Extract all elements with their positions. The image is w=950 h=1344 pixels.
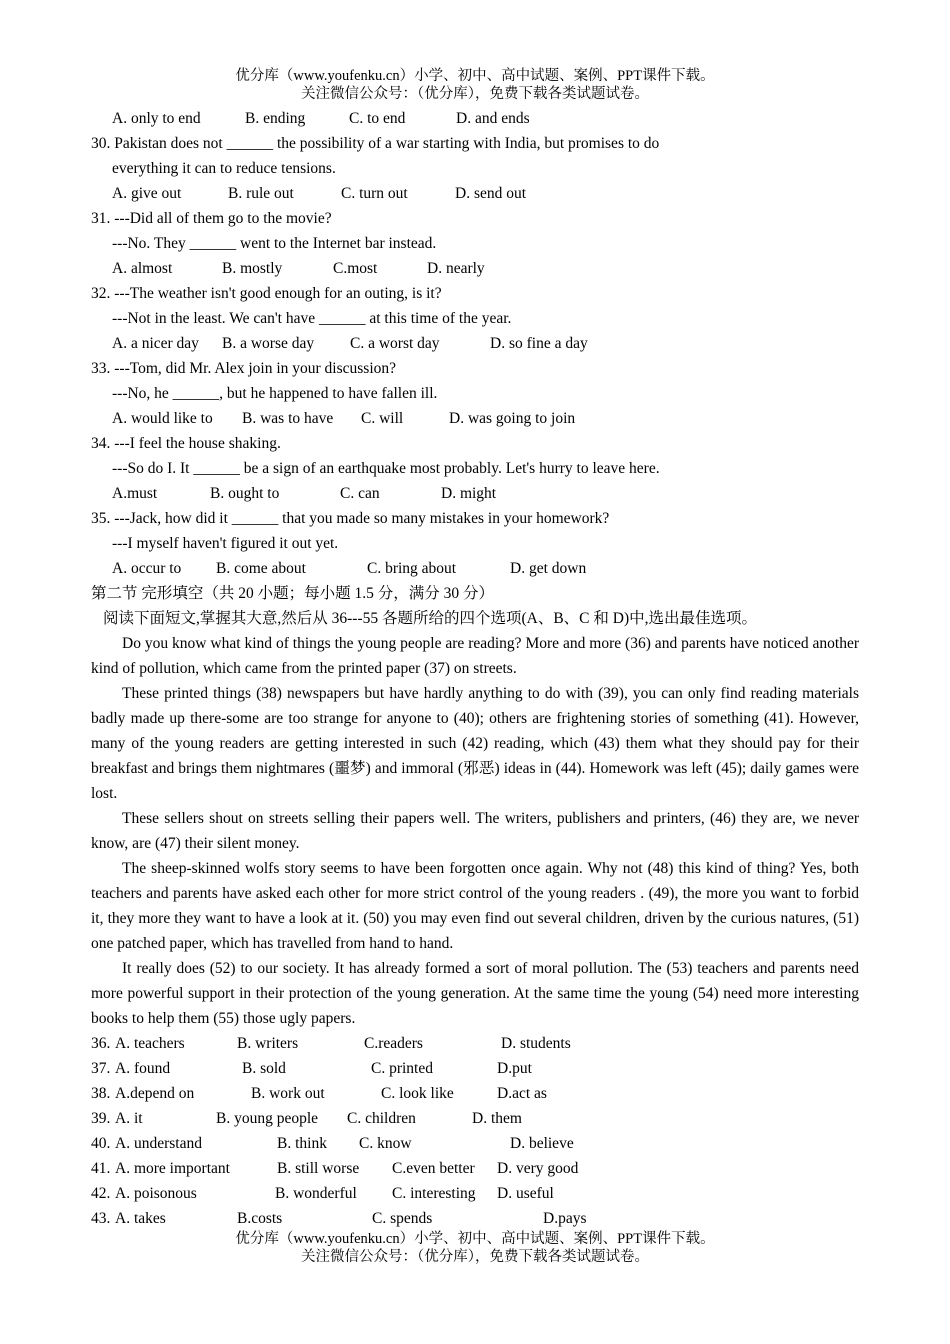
question-number: 37. xyxy=(91,1060,111,1077)
section-instruction: 阅读下面短文,掌握其大意,然后从 36---55 各题所给的四个选项(A、B、C 和 D)中,选出最佳选项。 xyxy=(103,610,757,627)
q32-options xyxy=(91,331,859,356)
option: A. more important xyxy=(115,1160,230,1177)
option: C. can xyxy=(340,485,380,502)
option: D. nearly xyxy=(427,260,485,277)
q34-stem: 34. ---I feel the house shaking. xyxy=(91,435,281,452)
footer-line-1: 优分库（www.youfenku.cn）小学、初中、高中试题、案例、PPT课件下载。 xyxy=(235,1231,715,1247)
option: C. look like xyxy=(381,1085,454,1102)
q35-stem: 35. ---Jack, how did it ______ that you made so many mistakes in your homework? xyxy=(91,510,610,527)
option: B. sold xyxy=(242,1060,286,1077)
option: A. occur to xyxy=(112,560,182,577)
question-number: 38. xyxy=(91,1085,111,1102)
answer-row-39 xyxy=(91,1106,859,1131)
option: B. was to have xyxy=(242,410,334,427)
q34-stem-cont: ---So do I. It ______ be a sign of an earthquake most probably. Let's hurry to leave here. xyxy=(112,460,660,477)
q30-stem-cont: everything it can to reduce tensions. xyxy=(112,160,336,177)
question-number: 41. xyxy=(91,1160,111,1177)
option: D. get down xyxy=(510,560,587,577)
option: C. interesting xyxy=(392,1185,476,1202)
q33-stem: 33. ---Tom, did Mr. Alex join in your discussion? xyxy=(91,360,397,377)
option: C. children xyxy=(347,1110,416,1127)
q33-options xyxy=(91,406,859,431)
option: A.must xyxy=(112,485,158,502)
option: A. poisonous xyxy=(115,1185,197,1202)
q32-stem-cont: ---Not in the least. We can't have ______ at this time of the year. xyxy=(112,310,512,327)
q31-stem: 31. ---Did all of them go to the movie? xyxy=(91,210,332,227)
option: A.depend on xyxy=(115,1085,195,1102)
option: B. wonderful xyxy=(275,1185,357,1202)
exam-content xyxy=(91,106,859,1231)
option: D. send out xyxy=(455,185,527,202)
option: B. writers xyxy=(237,1035,299,1052)
footer-line-2: 关注微信公众号：（优分库），免费下载各类试题试卷。 xyxy=(301,1249,649,1265)
option: A. would like to xyxy=(112,410,213,427)
option: D.put xyxy=(497,1060,532,1077)
q34-options xyxy=(91,481,859,506)
option: A. it xyxy=(115,1110,143,1127)
option: B.costs xyxy=(237,1210,283,1227)
option: B. a worse day xyxy=(222,335,315,352)
option: B. think xyxy=(277,1135,327,1152)
answer-row-42 xyxy=(91,1181,859,1206)
option: B. come about xyxy=(216,560,306,577)
option: A. found xyxy=(115,1060,171,1077)
option: C. printed xyxy=(371,1060,433,1077)
passage-paragraph-1: Do you know what kind of things the young people are reading? More and more (36) and parents have noticed another kind of pollution, which came from the printed paper (37) on streets. xyxy=(91,635,859,677)
question-number: 43. xyxy=(91,1210,111,1227)
option: A. understand xyxy=(115,1135,202,1152)
question-number: 39. xyxy=(91,1110,111,1127)
option: C. bring about xyxy=(367,560,457,577)
passage-paragraph-3: These sellers shout on streets selling their papers well. The writers, publishers and printers, (46) they are, we never know, are (47) their silent money. xyxy=(91,810,859,852)
question-number: 42. xyxy=(91,1185,111,1202)
option: D. was going to join xyxy=(449,410,576,427)
option: B. still worse xyxy=(277,1160,360,1177)
answer-row-41 xyxy=(91,1156,859,1181)
option: D. useful xyxy=(497,1185,554,1202)
option: B. ending xyxy=(245,110,306,127)
header-line-2: 关注微信公众号：（优分库），免费下载各类试题试卷。 xyxy=(301,86,649,102)
answer-row-37 xyxy=(91,1056,859,1081)
question-number: 40. xyxy=(91,1135,111,1152)
q35-options xyxy=(91,556,859,581)
q31-options xyxy=(91,256,859,281)
option: C.even better xyxy=(392,1160,475,1177)
option: D.pays xyxy=(543,1210,587,1227)
option: A. almost xyxy=(112,260,173,277)
option: B. ought to xyxy=(210,485,280,502)
passage-paragraph-5: It really does (52) to our society. It has already formed a sort of moral pollution. The (53) teachers and parents need more powerful support in their protection of the young generation. At the same time the young (54) need more interesting books to help them (55) those ugly papers. xyxy=(91,960,859,1027)
option: C. spends xyxy=(372,1210,433,1227)
answer-row-38 xyxy=(91,1081,859,1106)
q30-stem: 30. Pakistan does not ______ the possibility of a war starting with India, but promises to do xyxy=(91,135,660,152)
q30-options xyxy=(91,181,859,206)
option: A. a nicer day xyxy=(112,335,199,352)
option: C.most xyxy=(333,260,378,277)
q32-stem: 32. ---The weather isn't good enough for an outing, is it? xyxy=(91,285,442,302)
option: A. give out xyxy=(112,185,182,202)
option: C. to end xyxy=(349,110,406,127)
section-title: 第二节 完形填空（共 20 小题；每小题 1.5 分，满分 30 分） xyxy=(91,585,495,602)
question-number: 36. xyxy=(91,1035,111,1052)
answer-row-36 xyxy=(91,1031,859,1056)
option: C. will xyxy=(361,410,404,427)
option: D. might xyxy=(441,485,497,502)
option: B. work out xyxy=(251,1085,325,1102)
header-line-1: 优分库（www.youfenku.cn）小学、初中、高中试题、案例、PPT课件下载。 xyxy=(235,68,715,84)
option: D. believe xyxy=(510,1135,574,1152)
q35-stem-cont: ---I myself haven't figured it out yet. xyxy=(112,535,339,552)
option: B. mostly xyxy=(222,260,283,277)
option: B. young people xyxy=(216,1110,319,1127)
option: D. very good xyxy=(497,1160,579,1177)
page-header xyxy=(0,67,950,103)
option: A. only to end xyxy=(112,110,201,127)
q33-stem-cont: ---No, he ______, but he happened to have fallen ill. xyxy=(112,385,438,402)
page-footer xyxy=(0,1230,950,1266)
option: C. turn out xyxy=(341,185,408,202)
q31-stem-cont: ---No. They ______ went to the Internet bar instead. xyxy=(112,235,437,252)
option: D. them xyxy=(472,1110,522,1127)
option: D. and ends xyxy=(456,110,530,127)
option: C. a worst day xyxy=(350,335,440,352)
option: D. students xyxy=(501,1035,571,1052)
option: D. so fine a day xyxy=(490,335,588,352)
option: A. teachers xyxy=(115,1035,185,1052)
option: C.readers xyxy=(364,1035,423,1052)
passage-paragraph-2: These printed things (38) newspapers but have hardly anything to do with (39), you can only find reading materials badly made up there-some are too strange for anyone to (40); others are frightening stories of something (41). However, many of the young readers are getting interested in such (42) reading, which (43) them what they should pay for their breakfast and brings them nightmares (噩梦) and immoral (邪恶) ideas in (44). Homework was left (45); daily games were lost. xyxy=(91,685,859,802)
option: B. rule out xyxy=(228,185,294,202)
option: C. know xyxy=(359,1135,412,1152)
answer-row-43 xyxy=(91,1206,859,1231)
option: D.act as xyxy=(497,1085,547,1102)
q29-options xyxy=(91,106,859,131)
option: A. takes xyxy=(115,1210,166,1227)
answer-row-40 xyxy=(91,1131,859,1156)
passage-paragraph-4: The sheep-skinned wolfs story seems to have been forgotten once again. Why not (48) this kind of thing? Yes, both teachers and parents have asked each other for more strict control of the young readers . (49), the more you want to forbid it, they more they want to have a look at it. (50) you may even find out several children, driven by the curious natures, (51) one patched paper, which has travelled from hand to hand. xyxy=(91,860,859,952)
